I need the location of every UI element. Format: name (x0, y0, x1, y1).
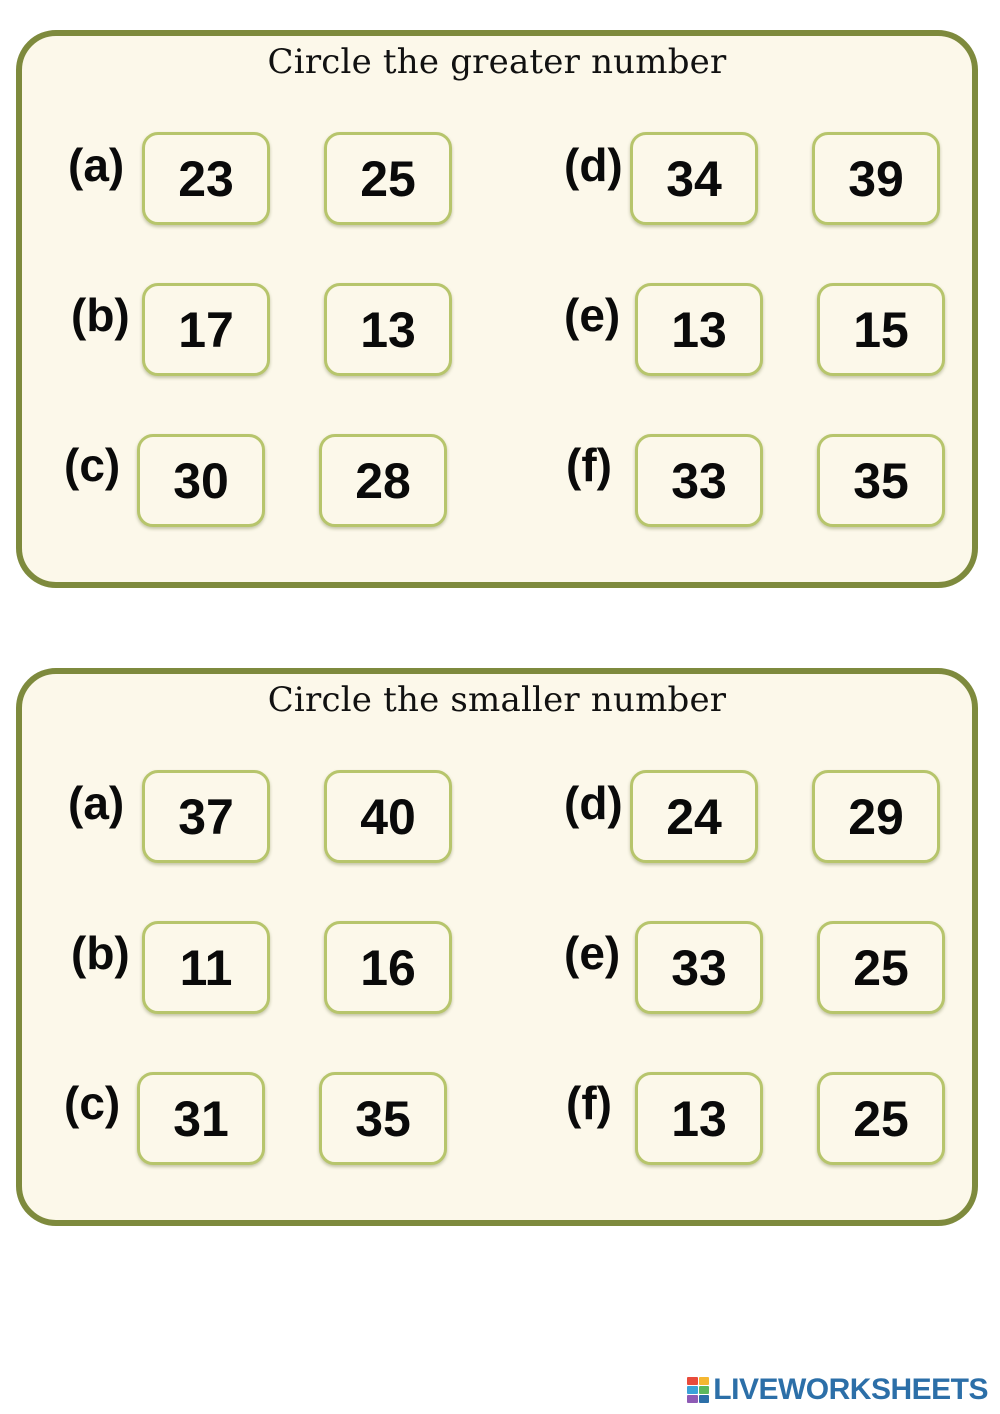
number-option[interactable]: 34 (630, 132, 758, 225)
item-label-a: (a) (68, 777, 125, 829)
item-label-f: (f) (566, 1077, 612, 1129)
number-option[interactable]: 25 (817, 1072, 945, 1165)
item-label-e: (e) (564, 289, 621, 341)
number-option[interactable]: 35 (817, 434, 945, 527)
number-option[interactable]: 15 (817, 283, 945, 376)
item-label-b: (b) (71, 927, 130, 979)
number-option[interactable]: 13 (324, 283, 452, 376)
number-option[interactable]: 23 (142, 132, 270, 225)
number-option[interactable]: 28 (319, 434, 447, 527)
number-option[interactable]: 25 (817, 921, 945, 1014)
item-label-c: (c) (64, 439, 121, 491)
section-smaller-panel (16, 668, 978, 1226)
number-option[interactable]: 30 (137, 434, 265, 527)
item-label-d: (d) (564, 139, 623, 191)
number-option[interactable]: 17 (142, 283, 270, 376)
section-greater-panel (16, 30, 978, 588)
number-option[interactable]: 25 (324, 132, 452, 225)
item-label-c: (c) (64, 1077, 121, 1129)
number-option[interactable]: 29 (812, 770, 940, 863)
number-option[interactable]: 33 (635, 921, 763, 1014)
number-option[interactable]: 40 (324, 770, 452, 863)
number-option[interactable]: 13 (635, 1072, 763, 1165)
footer-brand (687, 1374, 988, 1406)
section-title: Circle the greater number (267, 42, 727, 82)
item-label-e: (e) (564, 927, 621, 979)
number-option[interactable]: 39 (812, 132, 940, 225)
item-label-b: (b) (71, 289, 130, 341)
liveworksheets-logo-icon (687, 1377, 709, 1403)
number-option[interactable]: 24 (630, 770, 758, 863)
number-option[interactable]: 13 (635, 283, 763, 376)
number-option[interactable]: 16 (324, 921, 452, 1014)
item-label-a: (a) (68, 139, 125, 191)
number-option[interactable]: 35 (319, 1072, 447, 1165)
number-option[interactable]: 37 (142, 770, 270, 863)
item-label-d: (d) (564, 777, 623, 829)
number-option[interactable]: 33 (635, 434, 763, 527)
section-title: Circle the smaller number (267, 680, 727, 720)
item-label-f: (f) (566, 439, 612, 491)
number-option[interactable]: 11 (142, 921, 270, 1014)
number-option[interactable]: 31 (137, 1072, 265, 1165)
brand-name: LIVEWORKSHEETS (713, 1373, 988, 1406)
